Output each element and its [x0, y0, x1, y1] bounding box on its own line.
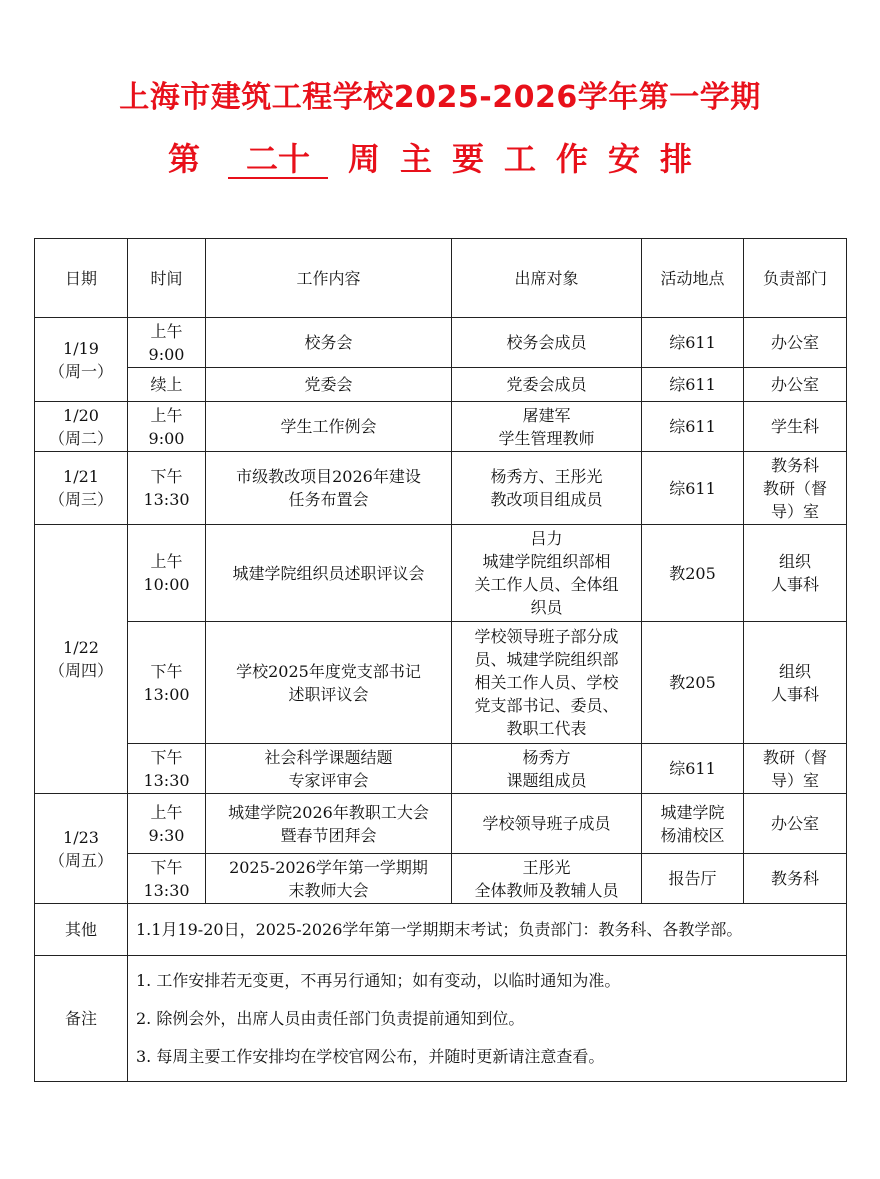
other-label: 其他 [35, 904, 128, 956]
cell-line: 王彤光 [522, 857, 571, 877]
cell-line: 织员 [530, 598, 563, 617]
cell-line: 续上 [150, 375, 183, 394]
cell-line: 学生科 [770, 417, 819, 436]
cell-line: 教务科 [770, 455, 819, 475]
cell-line: 校务会成员 [506, 333, 587, 352]
attendees-cell [452, 744, 642, 794]
location-cell [642, 794, 744, 854]
cell-line: 综611 [669, 478, 716, 498]
cell-line: 教职工代表 [506, 719, 587, 738]
attendees-cell [452, 622, 642, 744]
department-cell [744, 854, 847, 904]
time-cell [128, 525, 206, 622]
cell-line: 任务布置会 [288, 490, 369, 509]
cell-line: 办公室 [770, 333, 819, 352]
cell-line: 13:30 [143, 770, 190, 790]
time-cell [128, 854, 206, 904]
other-row [35, 904, 847, 956]
cell-line: 党委会 [304, 375, 353, 394]
department-cell [744, 368, 847, 402]
table-row [35, 452, 847, 525]
cell-line: 1/22 [63, 638, 99, 657]
location-cell [642, 402, 744, 452]
department-cell [744, 794, 847, 854]
table-row [35, 744, 847, 794]
content-cell [206, 794, 452, 854]
time-cell [128, 794, 206, 854]
cell-line: 综611 [669, 375, 716, 394]
cell-line: 学校领导班子部分成 [474, 627, 619, 646]
subtitle-prefix: 第 [167, 140, 200, 178]
cell-line: 人事科 [770, 575, 819, 594]
week-number: 二十 [228, 141, 328, 179]
content-cell [206, 525, 452, 622]
header-content: 工作内容 [206, 239, 452, 318]
content-cell [206, 368, 452, 402]
cell-line: 上午 [150, 405, 183, 425]
cell-line: 1/20 [63, 405, 99, 425]
table-row [35, 402, 847, 452]
cell-line: 13:30 [143, 490, 190, 509]
table-row [35, 368, 847, 402]
notes-row [35, 956, 847, 1082]
cell-line: 杨秀方 [522, 747, 571, 767]
date-cell [35, 794, 128, 904]
schedule-table [34, 238, 847, 1082]
cell-line: 下午 [150, 467, 183, 486]
cell-line: 暨春节团拜会 [280, 825, 377, 845]
cell-line: 办公室 [770, 814, 819, 833]
cell-line: 城建学院组织部相 [482, 552, 611, 571]
cell-line: 13:30 [143, 880, 190, 900]
cell-line: 教研（督 [762, 747, 827, 767]
table-header-row [35, 239, 847, 318]
cell-line: 学校领导班子成员 [482, 814, 611, 833]
cell-line: 党委会成员 [506, 375, 587, 394]
cell-line: 上午 [150, 802, 183, 822]
location-cell [642, 854, 744, 904]
department-cell [744, 525, 847, 622]
cell-line: 社会科学课题结题 [264, 747, 393, 767]
attendees-cell [452, 318, 642, 368]
cell-line: 城建学院组织员述职评议会 [232, 563, 425, 583]
attendees-cell [452, 854, 642, 904]
department-cell [744, 452, 847, 525]
table-row [35, 525, 847, 622]
cell-line: 专家评审会 [288, 770, 369, 790]
time-cell [128, 402, 206, 452]
cell-line: 教研（督 [762, 478, 827, 498]
cell-line: 城建学院 [660, 802, 725, 822]
cell-line: 相关工作人员、学校 [474, 673, 619, 692]
cell-line: 2025-2026学年第一学期期 [229, 857, 428, 877]
location-cell [642, 622, 744, 744]
department-cell [744, 744, 847, 794]
cell-line: 导）室 [770, 501, 819, 521]
cell-line: 导）室 [770, 770, 819, 790]
cell-line: 上午 [150, 552, 183, 571]
cell-line: 吕力 [530, 529, 563, 548]
cell-line: （周五） [48, 850, 113, 870]
cell-line: 杨秀方、王彤光 [490, 467, 603, 486]
cell-line: 办公室 [770, 375, 819, 394]
cell-line: 综611 [669, 759, 716, 778]
cell-line: 下午 [150, 747, 183, 767]
time-cell [128, 368, 206, 402]
cell-line: 人事科 [770, 684, 819, 704]
notes-label: 备注 [35, 956, 128, 1082]
location-cell [642, 452, 744, 525]
note-item: 2. 除例会外，出席人员由责任部门负责提前通知到位。 [136, 1008, 525, 1028]
attendees-cell [452, 452, 642, 525]
content-cell [206, 744, 452, 794]
cell-line: 城建学院2026年教职工大会 [228, 802, 429, 822]
cell-line: （周四） [48, 661, 113, 680]
cell-line: 1/21 [63, 467, 99, 486]
table-row [35, 622, 847, 744]
header-location: 活动地点 [642, 239, 744, 318]
attendees-cell [452, 402, 642, 452]
cell-line: 市级教改项目2026年建设 [236, 467, 421, 486]
document-title: 上海市建筑工程学校2025-2026学年第一学期 [119, 80, 761, 115]
location-cell [642, 744, 744, 794]
date-cell [35, 402, 128, 452]
time-cell [128, 452, 206, 525]
cell-line: （周一） [48, 361, 113, 381]
date-cell [35, 318, 128, 402]
department-cell [744, 402, 847, 452]
cell-line: 述职评议会 [288, 684, 369, 704]
cell-line: 关工作人员、全体组 [474, 575, 619, 594]
note-item: 1. 工作安排若无变更，不再另行通知；如有变动，以临时通知为准。 [136, 970, 621, 990]
cell-line: 9:00 [148, 344, 185, 364]
cell-line: 教务科 [770, 869, 819, 888]
cell-line: 末教师大会 [288, 880, 369, 900]
content-cell [206, 854, 452, 904]
cell-line: 全体教师及教辅人员 [474, 880, 619, 900]
schedule-body [35, 318, 847, 904]
cell-line: 课题组成员 [506, 770, 587, 790]
time-cell [128, 622, 206, 744]
cell-line: 学生管理教师 [498, 428, 595, 448]
content-cell [206, 402, 452, 452]
cell-line: 杨浦校区 [660, 825, 725, 845]
table-row [35, 318, 847, 368]
cell-line: 教205 [669, 563, 716, 583]
content-cell [206, 318, 452, 368]
content-cell [206, 452, 452, 525]
note-item: 3. 每周主要工作安排均在学校官网公布，并随时更新请注意查看。 [136, 1046, 605, 1066]
attendees-cell [452, 525, 642, 622]
cell-line: 屠建军 [522, 405, 571, 425]
header-department: 负责部门 [744, 239, 847, 318]
cell-line: 组织 [778, 661, 811, 681]
cell-line: 上午 [150, 321, 183, 341]
cell-line: 报告厅 [668, 869, 717, 888]
cell-line: 综611 [669, 417, 716, 436]
document-subtitle [0, 134, 880, 180]
other-text: 1.1月19-20日，2025-2026学年第一学期期末考试；负责部门：教务科、各教学部。 [128, 904, 847, 956]
subtitle-suffix: 周主要工作安排 [348, 140, 713, 178]
cell-line: 员、城建学院组织部 [474, 650, 619, 669]
cell-line: 下午 [150, 857, 183, 877]
cell-line: 13:00 [143, 684, 190, 704]
cell-line: 1/23 [63, 827, 99, 847]
cell-line: 综611 [669, 333, 716, 352]
cell-line: 下午 [150, 661, 183, 681]
location-cell [642, 318, 744, 368]
header-date: 日期 [35, 239, 128, 318]
content-cell [206, 622, 452, 744]
notes-cell [128, 956, 847, 1082]
cell-line: （周三） [48, 490, 113, 509]
cell-line: 党支部书记、委员、 [474, 696, 619, 715]
cell-line: 教205 [669, 673, 716, 692]
table-row [35, 794, 847, 854]
attendees-cell [452, 794, 642, 854]
location-cell [642, 368, 744, 402]
header-attendees: 出席对象 [452, 239, 642, 318]
cell-line: 学生工作例会 [280, 417, 377, 436]
cell-line: 9:00 [148, 428, 185, 448]
date-cell [35, 452, 128, 525]
time-cell [128, 744, 206, 794]
time-cell [128, 318, 206, 368]
header-time: 时间 [128, 239, 206, 318]
table-row [35, 854, 847, 904]
cell-line: 组织 [778, 552, 811, 571]
cell-line: 学校2025年度党支部书记 [236, 661, 421, 681]
location-cell [642, 525, 744, 622]
department-cell [744, 318, 847, 368]
attendees-cell [452, 368, 642, 402]
date-cell [35, 525, 128, 794]
cell-line: 1/19 [63, 338, 99, 358]
cell-line: 9:30 [148, 825, 185, 845]
cell-line: 教改项目组成员 [490, 490, 603, 509]
cell-line: 10:00 [143, 575, 190, 594]
department-cell [744, 622, 847, 744]
cell-line: （周二） [48, 428, 113, 448]
cell-line: 校务会 [304, 333, 353, 352]
